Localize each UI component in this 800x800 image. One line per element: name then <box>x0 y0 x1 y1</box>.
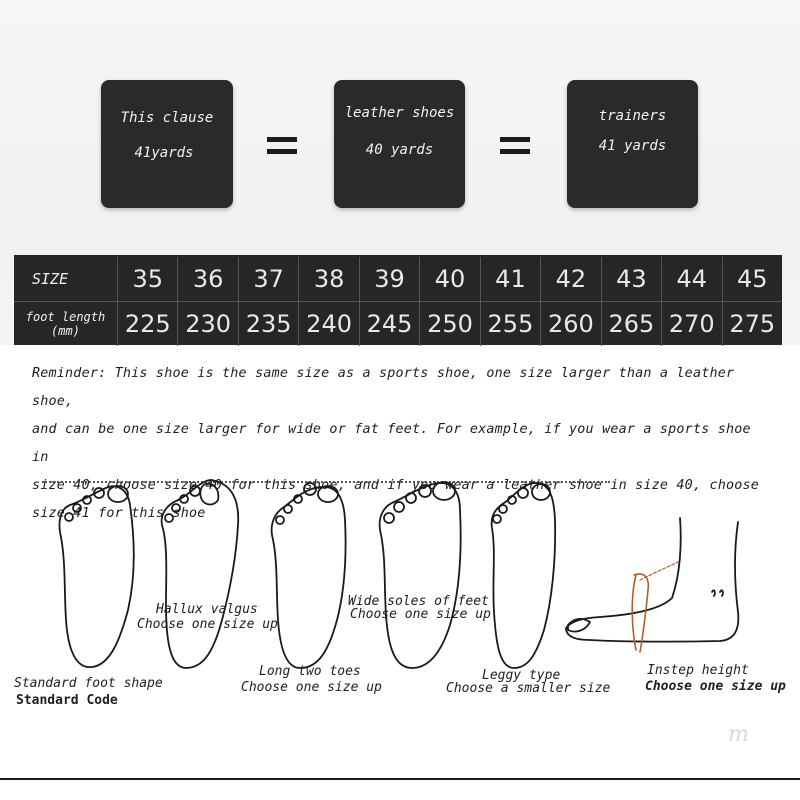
length-cell: 230 <box>178 302 238 346</box>
length-cell: 270 <box>662 302 722 346</box>
size-cell: 41 <box>481 257 541 301</box>
longtoes-label: Long two toes <box>259 664 361 679</box>
wide-label: Wide soles of feet <box>348 594 489 609</box>
box-value: 40 yards <box>365 142 434 158</box>
size-cell: 37 <box>239 257 299 301</box>
brand-watermark: m <box>728 722 749 747</box>
instep-side-foot-icon <box>566 518 738 652</box>
wide-soles-foot-icon <box>380 482 461 668</box>
length-cell: 255 <box>481 302 541 346</box>
foot-length-label: foot length <box>25 310 106 324</box>
standard-label: Standard foot shape <box>14 676 163 691</box>
box-value: 41yards <box>134 145 194 161</box>
long-two-toes-foot-icon <box>272 483 346 668</box>
size-cell: 43 <box>602 257 662 301</box>
wide-advice: Choose one size up <box>350 607 491 622</box>
size-cell: 44 <box>662 257 722 301</box>
size-cell: 36 <box>178 257 238 301</box>
reminder-line: size 41 for this shoe <box>32 506 206 521</box>
standard-foot-icon <box>59 486 133 667</box>
foot-length-header <box>14 302 118 346</box>
box-title: leather shoes <box>344 105 455 121</box>
length-cell: 240 <box>299 302 359 346</box>
standard-code-label: Standard Code <box>16 693 118 708</box>
size-cell: 42 <box>541 257 601 301</box>
longtoes-advice: Choose one size up <box>241 680 382 695</box>
length-cell: 250 <box>420 302 480 346</box>
leggy-label: Leggy type <box>482 668 561 683</box>
equals-sign <box>267 137 297 157</box>
hallux-advice: Choose one size up <box>137 617 278 632</box>
box-title: This clause <box>120 110 214 126</box>
this-clause-box <box>101 80 233 208</box>
length-cell: 265 <box>602 302 662 346</box>
box-title: trainers <box>598 108 667 124</box>
size-table <box>14 255 782 345</box>
length-cell: 275 <box>729 310 776 338</box>
length-cell: 260 <box>541 302 601 346</box>
length-cell: 225 <box>118 302 178 346</box>
instep-label: Instep height <box>647 663 749 678</box>
size-row <box>14 257 782 301</box>
hallux-label: Hallux valgus <box>156 602 258 617</box>
foot-length-row <box>14 302 782 346</box>
size-cell: 39 <box>360 257 420 301</box>
size-cell: 40 <box>420 257 480 301</box>
size-cell: 35 <box>118 257 178 301</box>
trainers-box <box>567 80 698 208</box>
equals-sign <box>500 137 530 157</box>
size-cell: 38 <box>299 257 359 301</box>
size-header: SIZE <box>14 257 118 301</box>
box-value: 41 yards <box>598 138 667 154</box>
leggy-advice: Choose a smaller size <box>446 681 611 696</box>
reminder-line: size 40, choose size 40 for this shoe, and if you wear a leather shoe in size 40, choose <box>32 478 760 493</box>
size-cell: 45 <box>736 265 768 293</box>
instep-advice: Choose one size up <box>645 679 786 694</box>
bottom-border <box>0 778 800 780</box>
leather-shoes-box <box>334 80 465 208</box>
foot-length-unit: (mm) <box>51 324 80 338</box>
hallux-valgus-foot-icon <box>162 480 239 668</box>
length-cell: 245 <box>360 302 420 346</box>
reminder-line: and can be one size larger for wide or fat feet. For example, if you wear a sports shoe in <box>32 422 751 465</box>
reminder-line: Reminder: This shoe is the same size as a sports shoe, one size larger than a leather shoe, <box>32 366 735 409</box>
leggy-foot-icon <box>492 483 556 668</box>
length-cell: 235 <box>239 302 299 346</box>
